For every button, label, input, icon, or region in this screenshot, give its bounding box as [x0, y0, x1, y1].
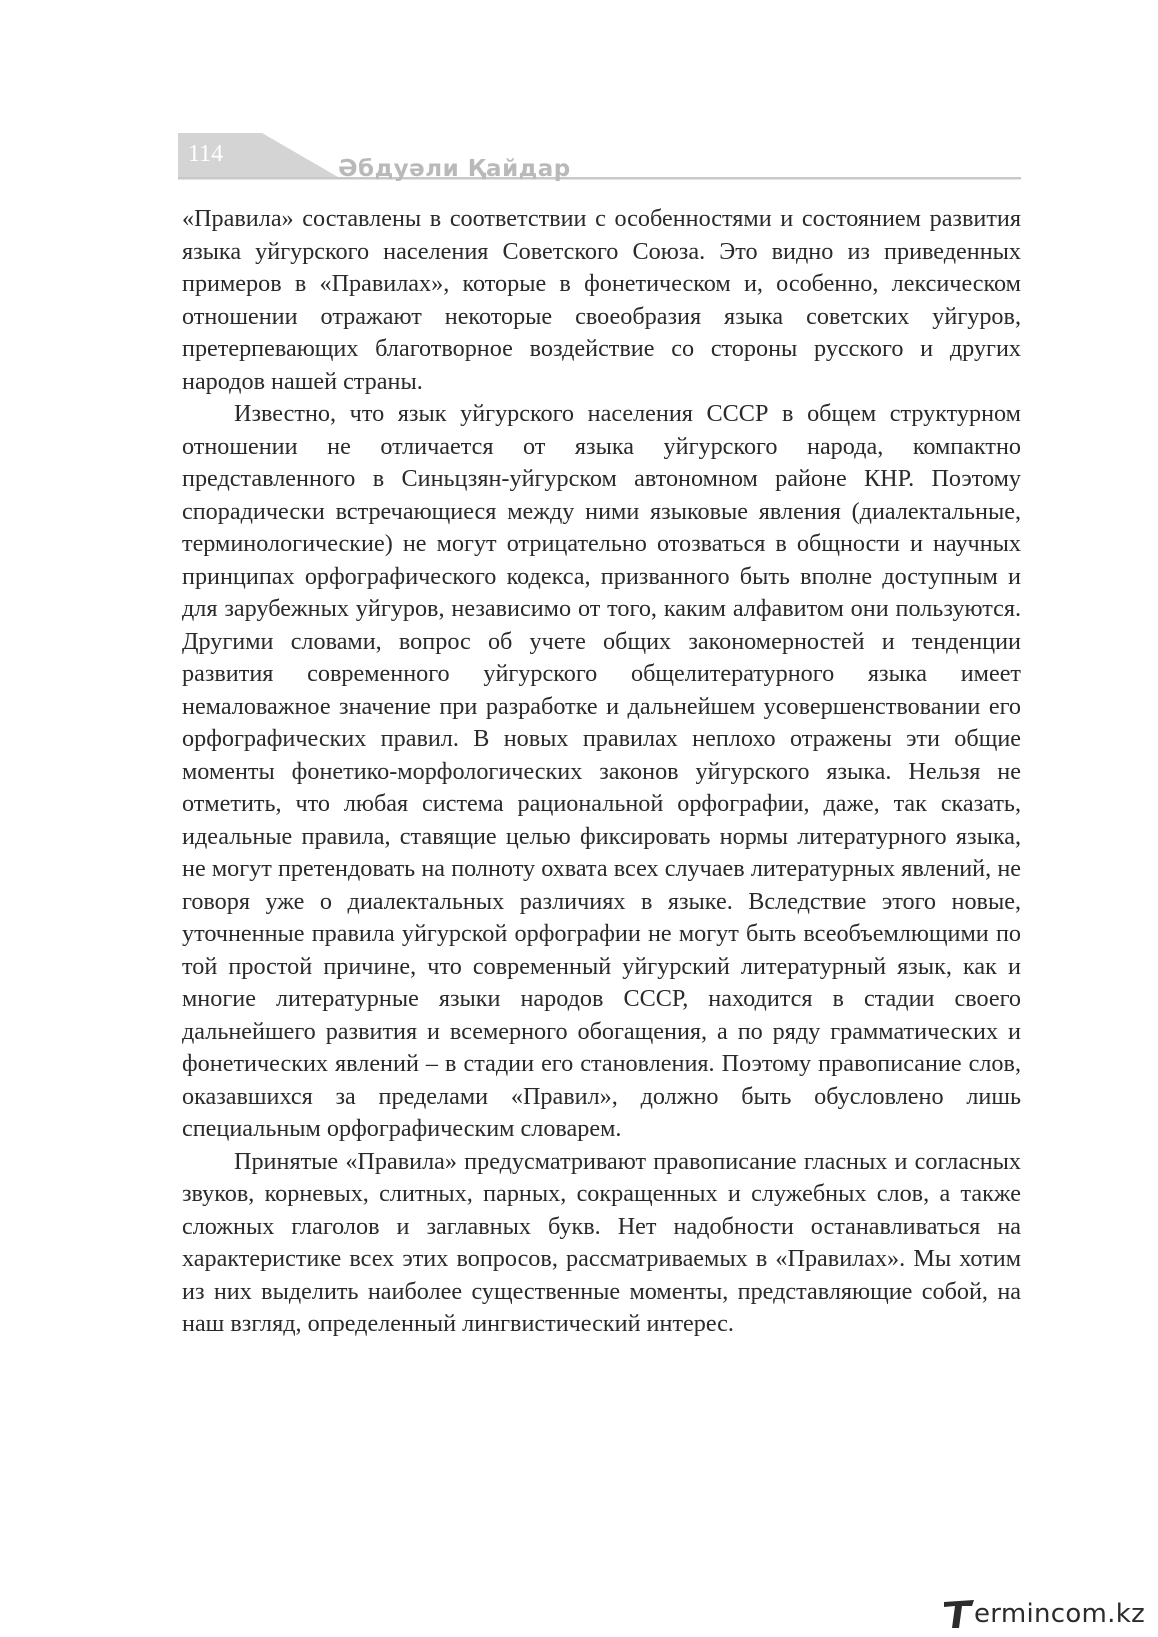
- watermark-text: ermincom.kz: [974, 1599, 1146, 1629]
- page-number: 114: [188, 141, 224, 167]
- watermark-t-logo-icon: [942, 1596, 976, 1632]
- paragraph-2: Известно, что язык уйгурского населения СССР в общем структурном отношении не отличается от языка уйгурского народа, компактно представленного в Синьцзян-уйгурском автономном районе КНР. Поэтому спорадически встречающиеся между ними языковые явления (диалектальные, терминологические) не могут отрицательно отозваться в общности и научных принципах орфографического кодекса, призванного быть вполне доступным и для зарубежных уйгуров, независимо от того, каким алфавитом они пользуются. Другими словами, вопрос об учете общих закономерностей и тенденции развития современного уйгурского общелитературного языка имеет немаловажное значение при разработке и дальнейшем усовершенствовании его орфографических правил. В новых правилах неплохо отражены эти общие моменты фонетико-морфологических законов уйгурского языка. Нельзя не отметить, что любая система рациональной орфографии, даже, так сказать, идеальные правила, ставящие целью фиксировать нормы литературного языка, не могут претендовать на полноту охвата всех случаев литературных явлений, не говоря уже о диалектальных различиях в языке. Вследствие этого новые, уточненные правила уйгурской орфографии не могут быть всеобъемлющими по той простой причине, что современный уйгурский литературный язык, как и многие литературные языки народов СССР, находится в стадии своего дальнейшего развития и всемерного обогащения, а по ряду грамматических и фонетических явлений – в стадии его становления. Поэтому правописание слов, оказавшихся за пределами «Правил», должно быть обусловлено лишь специальным орфографическим словарем.: [182, 400, 1021, 1142]
- header-tab-graphic: [0, 0, 1158, 200]
- page-header: [0, 0, 1158, 200]
- running-title: Әбдуәли Қайдар: [338, 156, 571, 182]
- paragraph-1: «Правила» составлены в соответствии с особенностями и состоянием развития языка уйгурского населения Советского Союза. Это видно из приведенных примеров в «Правилах», которые в фонетическом и, особенно, лексическом отношении отражают некоторые своеобразия языка советских уйгуров, претерпевающих благотворное воздействие со стороны русского и других народов нашей страны.: [182, 205, 1021, 395]
- paragraph-3: Принятые «Правила» предусматривают правописание гласных и согласных звуков, корневых, слитных, парных, сокращенных и служебных слов, а также сложных глаголов и заглавных букв. Нет надобности останавливаться на характеристике всех этих вопросов, рассматриваемых в «Правилах». Мы хотим из них выделить наиболее существенные моменты, представляющие собой, на наш взгляд, определенный лингвистический интерес.: [182, 1147, 1021, 1337]
- body-text: [182, 203, 1021, 1341]
